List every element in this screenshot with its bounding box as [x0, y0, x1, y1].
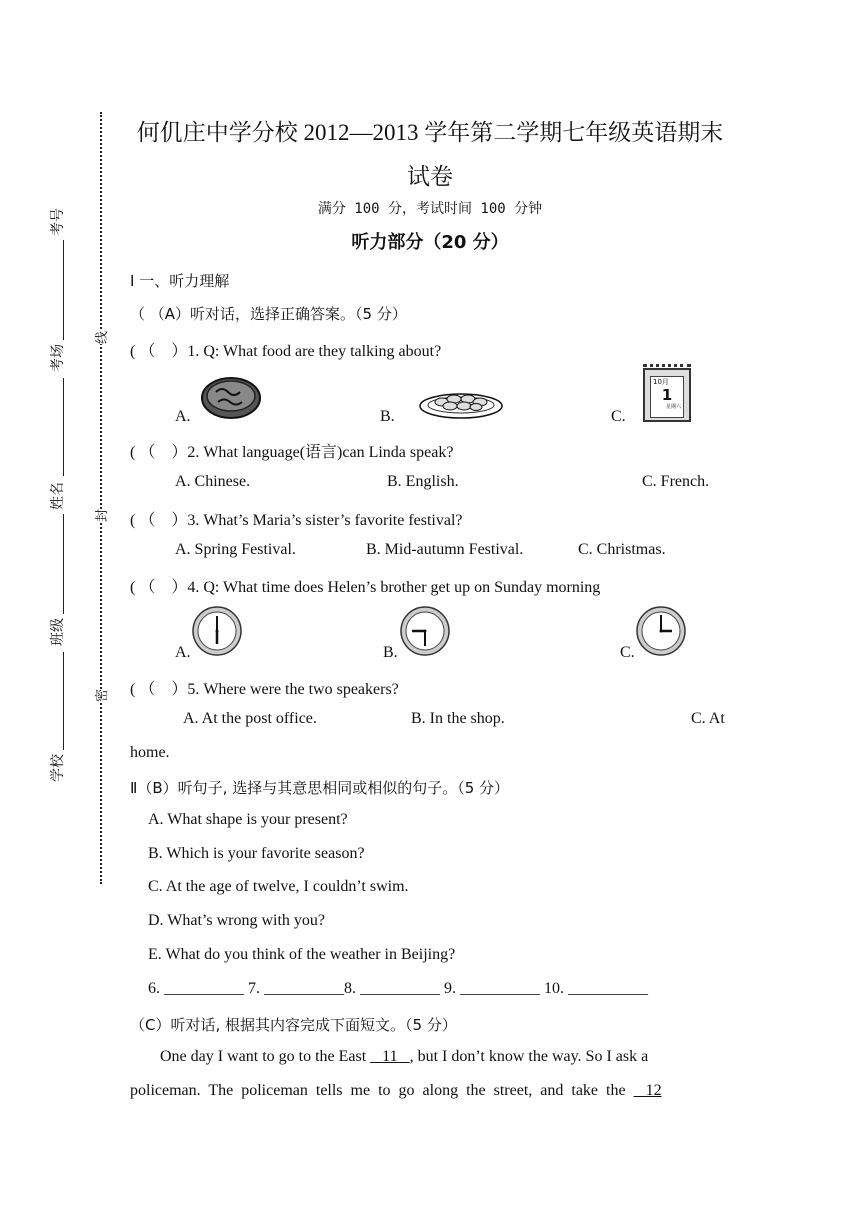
passage-text: policeman. The policeman tells me to go along the street, and take the [130, 1082, 634, 1099]
passage-line-2 [130, 1082, 662, 1100]
dumplings-image [418, 386, 504, 420]
q4-option-a: A. [175, 644, 191, 661]
part-c-heading: （C）听对话, 根据其内容完成下面短文。（5 分） [130, 1016, 457, 1034]
passage-text: , but I don’t know the way. So I ask a [409, 1048, 649, 1065]
calendar-image [643, 368, 691, 422]
q3-option-b: B. Mid-autumn Festival. [366, 541, 524, 558]
calendar-month: 10月 [653, 378, 669, 386]
question-1: ( （ ）1. Q: What food are they talking about? [130, 343, 442, 360]
clock-icon-c [636, 606, 686, 656]
side-label-exam-room: 考场 [50, 344, 66, 372]
blank-12[interactable]: 12 [633, 1082, 662, 1099]
side-label-school: 学校 [50, 754, 66, 782]
side-label-class: 班级 [50, 618, 66, 646]
page-title-cont: 试卷 [407, 164, 453, 189]
binding-char-secret: 密 [91, 689, 110, 702]
part-b-option: D. What’s wrong with you? [148, 912, 326, 929]
part-b-option: C. At the age of twelve, I couldn’t swim. [148, 878, 409, 895]
part-b-option: B. Which is your favorite season? [148, 845, 365, 862]
q1-option-a: A. [175, 408, 191, 425]
calendar-day: 1 [661, 386, 673, 404]
question-5: ( （ ）5. Where were the two speakers? [130, 681, 399, 698]
clock-icon-a [192, 606, 242, 656]
passage-line-1 [160, 1048, 648, 1066]
q2-option-a: A. Chinese. [175, 473, 251, 490]
q5-option-a: A. At the post office. [183, 710, 317, 727]
q1-option-c: C. [611, 408, 626, 425]
passage-text: One day I want to go to the East [160, 1048, 371, 1065]
blank-11[interactable]: 11 [370, 1048, 410, 1065]
clock-icon-b [400, 606, 450, 656]
side-line [63, 240, 64, 340]
q3-option-a: A. Spring Festival. [175, 541, 296, 558]
q1-option-b: B. [380, 408, 395, 425]
q4-option-c: C. [620, 644, 635, 661]
q5-option-c-cont: home. [130, 744, 170, 761]
answer-blanks[interactable]: 6. __________ 7. __________8. __________ 9. __________ 10. __________ [148, 980, 648, 997]
side-line [63, 378, 64, 476]
question-4: ( （ ）4. Q: What time does Helen’s brother get up on Sunday morning [130, 579, 601, 596]
page-subtitle: 满分 100 分，考试时间 100 分钟 [317, 201, 543, 217]
calendar-weekday: 星期六 [665, 404, 681, 410]
side-line [63, 514, 64, 614]
side-label-exam-number: 考号 [50, 208, 66, 236]
q5-option-b: B. In the shop. [411, 710, 505, 727]
question-2: ( （ ）2. What language(语言)can Linda speak? [130, 444, 454, 461]
binding-dotted-line [100, 112, 102, 884]
page-title: 何仉庄中学分校 2012—2013 学年第二学期七年级英语期末 [136, 120, 724, 145]
q2-option-b: B. English. [387, 473, 459, 490]
section-title: 听力部分（20 分） [351, 232, 509, 253]
question-3: ( （ ）3. What’s Maria’s sister’s favorite festival? [130, 512, 463, 529]
binding-char-line: 线 [91, 331, 110, 344]
part-b-heading: Ⅱ（B）听句子, 选择与其意思相同或相似的句子。（5 分） [130, 779, 510, 797]
part-a-heading: （ （A）听对话，选择正确答案。（5 分） [130, 305, 407, 323]
q3-option-c: C. Christmas. [578, 541, 666, 558]
binding-char-seal: 封 [91, 509, 110, 522]
side-line [63, 652, 64, 750]
mooncake-image [200, 372, 262, 420]
q2-option-c: C. French. [642, 473, 710, 490]
q5-option-c: C. At [691, 710, 725, 727]
part1-heading: Ⅰ 一、听力理解 [130, 272, 230, 290]
part-b-option: E. What do you think of the weather in Beijing? [148, 946, 456, 963]
part-b-option: A. What shape is your present? [148, 811, 348, 828]
q4-option-b: B. [383, 644, 398, 661]
side-label-name: 姓名 [50, 482, 66, 510]
